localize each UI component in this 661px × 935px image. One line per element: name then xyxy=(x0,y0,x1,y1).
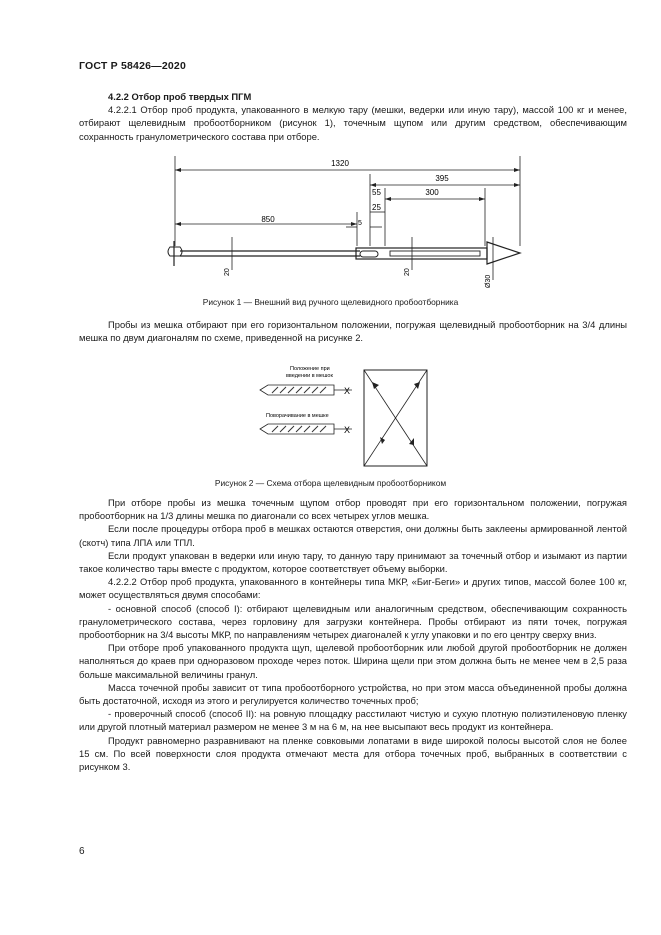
document-header: ГОСТ Р 58426—2020 xyxy=(79,60,187,72)
intro-block xyxy=(79,90,627,143)
mark-x2: X xyxy=(344,425,351,435)
figure-1-probe-drawing xyxy=(160,152,530,292)
dim-right-part: 395 xyxy=(435,174,449,183)
page-number: 6 xyxy=(79,846,85,857)
paragraph: 4.2.2.2 Отбор проб продукта, упакованного в контейнеры типа МКР, «Биг-Беги» и других типов, массой более 100 кг, может осуществляться двумя способами: xyxy=(79,576,627,601)
paragraph: 4.2.2.1 Отбор проб продукта, упакованного в мелкую тару (мешки, ведерки или иную тару), массой 100 кг и менее, отбирают щелевидным пробоотборником (рисунок 1), точечным щупом или другим средством, обеспечивающим сохранность гранулометрического состава при отборе. xyxy=(79,104,627,142)
paragraph: Продукт равномерно разравнивают на пленке совковыми лопатами в виде широкой полосы высотой слоя не более 15 см. По всей поверхности слоя продукта отмечают места для отбора точечных проб, выбранных в соответствии с рисунком 3. xyxy=(79,734,627,773)
paragraph: При отборе пробы из мешка точечным щупом отбор проводят при его горизонтальном положении, погружая пробоотборник на 1/3 длины мешка по диагонали со всех четырех углов мешка. xyxy=(79,497,627,522)
paragraph: При отборе проб упакованного продукта щуп, щелевой пробоотборник или любой другой пробоотборник не должен наполняться до краев при одноразовом проходе через поток. Ширина щели при этом должна быть не менее чем в 2,5 раза больше максимальной величины гранул. xyxy=(79,642,627,680)
dim-25: 25 xyxy=(372,203,381,212)
paragraph: Если продукт упакован в ведерки или иную тару, то данную тару принимают за точечный отбор и изымают из партии такое количество тары вместе с продуктом, которое соответствует объему выборки. xyxy=(79,549,627,575)
para-block-2 xyxy=(79,318,627,344)
figure-2-scheme xyxy=(252,360,452,472)
dim-850: 850 xyxy=(261,215,275,224)
dim-dia-mid: 20 xyxy=(404,268,411,276)
dim-5: 5 xyxy=(358,220,362,227)
mark-x1: X xyxy=(344,386,351,396)
label-insert-line1: Положение при xyxy=(290,366,330,372)
label-insert-line2: введении в мешок xyxy=(286,373,333,379)
paragraph: - основной способ (способ I): отбирают щелевидным или аналогичным средством, обеспечивающим сохранность гранулометрического состава, через горловину для загрузки контейнера. Пробы отбирают из пяти точек, погружая пробоотборник на 3/4 высоты МКР, по направлениям четырех диагоналей к углу упаковки и по его центру сверху вниз. xyxy=(79,602,627,641)
paragraph: Если после процедуры отбора проб в мешках остаются отверстия, они должны быть заклеены армированной лентой (скотч) типа ЛПА или ТПЛ. xyxy=(79,523,627,548)
dim-total: 1320 xyxy=(331,159,349,168)
dim-dia-left: 20 xyxy=(224,268,231,276)
figure-2-caption: Рисунок 2 — Схема отбора щелевидным пробоотборником xyxy=(214,478,447,488)
paragraph: - проверочный способ (способ II): на ровную площадку расстилают чистую и сухую плотную полиэтиленовую пленку или другой плотный материал размером не менее 3 м на 6 м, на нее высыпают весь продукт из контейнера. xyxy=(79,708,627,733)
main-text-block xyxy=(79,496,627,773)
dim-300: 300 xyxy=(425,188,439,197)
dim-55: 55 xyxy=(372,188,381,197)
section-title: 4.2.2 Отбор проб твердых ПГМ xyxy=(108,91,252,102)
figure-1-caption: Рисунок 1 — Внешний вид ручного щелевидного пробоотборника xyxy=(202,297,459,307)
paragraph: Пробы из мешка отбирают при его горизонтальном положении, погружая щелевидный пробоотборник на 3/4 длины мешка по двум диагоналям по схеме, приведенной на рисунке 2. xyxy=(79,319,627,344)
label-pull: Поворачивание в мешке xyxy=(266,413,329,419)
dim-dia-tip: Ø30 xyxy=(485,274,492,288)
paragraph: Масса точечной пробы зависит от типа пробоотборного устройства, но при этом масса объединенной пробы должна быть достаточной, исходя из этого и регулируется количество точечных проб; xyxy=(79,681,627,707)
